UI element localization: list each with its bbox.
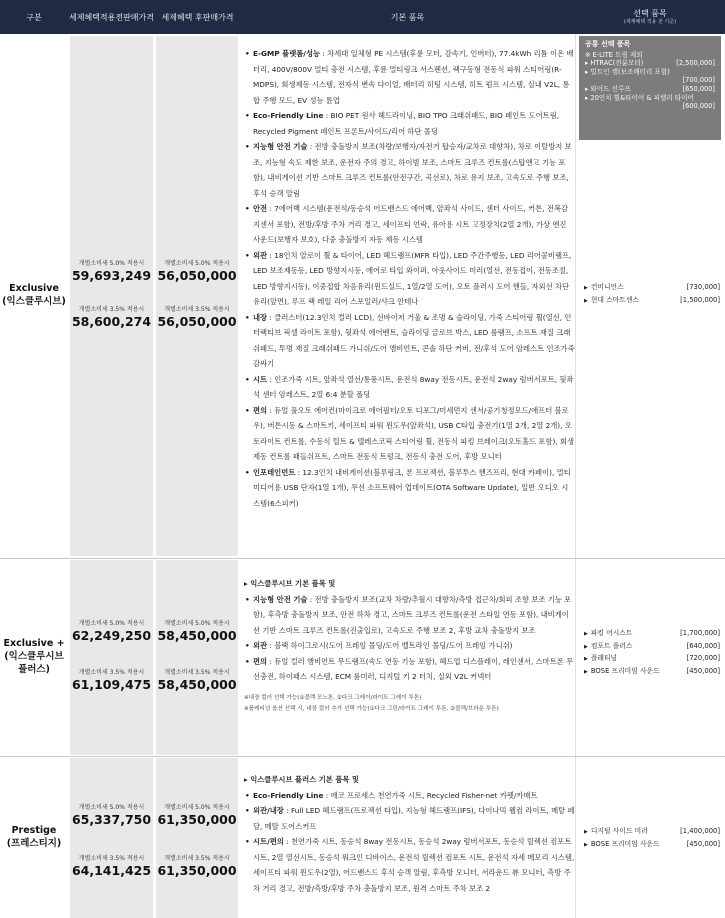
- feature-heading: 내장: [253, 312, 268, 322]
- tax-label: 개별소비세 5.0% 적용시: [78, 804, 145, 811]
- bullet-icon: •: [245, 467, 250, 477]
- header-option-subtitle: (세제혜택 적용 전 기준): [623, 18, 677, 25]
- bullet-icon: •: [245, 204, 250, 213]
- basic-features-exclusive-plus: [240, 576, 575, 715]
- trim-name-line: (프레스티지): [6, 838, 62, 849]
- tax-label: 개별소비세 3.5% 적용시: [78, 855, 145, 862]
- options-exclusive: [584, 282, 720, 307]
- feature-item: [240, 465, 575, 512]
- feature-heading: 지능형 안전 기술: [253, 142, 308, 151]
- header-price-before: 세제혜택적용전판매가격: [68, 12, 154, 22]
- common-option-price: [600,000]: [682, 102, 715, 111]
- bullet-icon: •: [245, 312, 250, 322]
- tax-label: 개별소비세 5.0% 적용시: [78, 260, 145, 267]
- price-after-35: [156, 853, 238, 878]
- feature-heading: 인포테인먼트: [253, 467, 296, 477]
- tax-label: 개별소비세 3.5% 적용시: [78, 306, 145, 313]
- price-value: 59,693,249: [71, 268, 152, 283]
- feature-text: : 전방 충돌방지 보조(교차 차량/추월시 대향차/측방 접근차/회피 조향 보조 기능 포함), 후측방 충돌방지 보조, 안전 하차 경고, 스마트 크루즈 컨트롤(운전 스타일 연동 포함), 내비게이션 기반 스마트 크루즈 컨트롤(진출입로), 고속도로 주행 보조 2, 후방 교차 충돌방지 보조: [253, 594, 572, 635]
- feature-heading: Eco-Friendly Line: [253, 111, 324, 120]
- feature-item: [240, 372, 575, 403]
- price-after-column: [155, 560, 238, 755]
- note-text: ※내장 컬러 선택 가능(①블랙 모노톤, ②다크 그레이/라이트 그레이 투톤): [244, 694, 422, 701]
- feature-text: : 듀얼 컬러 앰비언트 무드램프(속도 연동 기능 포함), 헤드업 디스플레이, 레인센서, 스마트폰 무선충전, 하이패스 시스템, ECM 룸미러, 디지털 키 2 터치, 실외 V2L 커넥터: [253, 656, 574, 681]
- basic-features-exclusive: [240, 46, 575, 511]
- feature-item: [240, 248, 575, 310]
- common-options-title: 공통 선택 품목: [585, 40, 631, 48]
- feature-text: : 클러스터(12.3인치 컬러 LCD), 선바이저 거울 & 조명 & 슬라이딩, 가죽 스티어링 휠(열선, 인터랙티브 픽셀 라이트 포함), 뒷좌석 에어벤트, 슬라이딩 글로브 박스, LED 룸램프, 소프트 재질 크래쉬패드, 투명 재질 크래쉬패드 가니쉬/도어 앰비언트, 콘솔 하단 커버, 전/후석 도어 암레스트 인조가죽 감싸기: [253, 312, 575, 368]
- feature-heading: 외관: [253, 250, 268, 260]
- feature-heading: 외관/내장: [253, 806, 284, 815]
- feature-item: [240, 788, 575, 804]
- header-option: [575, 0, 725, 34]
- row-separator: [0, 756, 725, 757]
- trim-name-line: (익스클루시브): [2, 296, 66, 307]
- bullet-icon: •: [245, 142, 250, 151]
- feature-heading: E-GMP 플랫폼/성능: [253, 49, 321, 58]
- price-before-5: [70, 258, 153, 283]
- price-value: 61,350,000: [157, 863, 237, 878]
- feature-item: [240, 592, 575, 639]
- feature-text: : 12.3인치 내비게이션(블루링크, 폰 프로젝션, 블루투스 핸즈프리, 현대 카페이), 멀티미디어용 USB 단자(1열 1개), 무선 소프트웨어 업데이트(OTA Software Update), 일반 오디오 시스템(6스피커): [253, 467, 571, 508]
- basic-features-prestige: [240, 772, 575, 896]
- feature-item: [240, 46, 575, 108]
- option-item: ▶ 디지털 사이드 미러 [1,400,000]: [584, 827, 720, 835]
- common-option-item: ▸ HTRAC(전륜모터) [2,500,000]: [585, 59, 715, 68]
- trim-name-line: (익스클루시브: [4, 651, 64, 663]
- tax-label: 개별소비세 3.5% 적용시: [164, 669, 230, 676]
- price-value: 64,141,425: [71, 863, 152, 878]
- feature-item: [240, 108, 575, 139]
- option-item: ▶ 컴포트 플러스 [640,000]: [584, 641, 720, 650]
- feature-text: : 듀얼 풀오토 에어컨(마이크로 에어필터/오토 디포그/미세먼지 센서/공기청정모드/애프터 블로우), 버튼시동 & 스마트키, 세이프티 파워 윈도우(앞좌석), USB C타입 충전기(1열 2개, 2열 2개), 오토라이트 컨트롤, 수동식 틸트 & 텔레스코픽 스티어링 휠, 전동식 파킹 브레이크(오토홀드 포함), 회생제동 컨트롤 패들쉬프트, 스마트 전동식 트렁크, 전동식 충전 도어, 후방 모니터: [253, 405, 575, 461]
- trim-name: [0, 758, 68, 918]
- feature-text: : 천연가죽 시트, 동승석 8way 전동시트, 동승석 2way 럼버서포트, 동승석 릴렉션 컴포트 시트, 2열 열선시트, 동승석 워크인 디바이스, 운전석 릴렉션 컴포트 시트, 운전석 자세 메모리 시스템, 세이프티 파워 윈도우(2열), 어드밴스드 후석 승객 알림, 후측방 모니터, 서라운드 뷰 모니터, 측방 주차 거리 경고, 전방/측방/후방 주차 충돌방지 보조, 원격 스마트 주차 보조 2: [253, 837, 575, 893]
- feature-text: : Full LED 헤드램프(프로젝션 타입), 지능형 헤드램프(IFS), 다이나믹 웰컴 라이트, 메탈 페달, 메탈 도어스커프: [253, 806, 575, 831]
- price-value: 58,450,000: [157, 628, 237, 643]
- price-after-5: [156, 258, 238, 283]
- bullet-icon: •: [245, 656, 250, 666]
- bullet-icon: •: [245, 111, 250, 120]
- bullet-icon: •: [245, 594, 250, 604]
- price-after-5: [156, 802, 238, 827]
- feature-item: [240, 139, 575, 201]
- base-items-line: ▸ 익스클루시브 플러스 기본 품목 및: [244, 775, 360, 784]
- trim-name: [0, 560, 68, 755]
- feature-text: : 인조가죽 시트, 앞좌석 열선/통풍시트, 운전석 8way 전동시트, 운전석 2way 럼버서포트, 뒷좌석 센터 암레스트, 2열 6:4 분할 폴딩: [253, 374, 574, 399]
- price-value: 58,600,274: [71, 314, 152, 329]
- note-text: ※플레티넘 옵션 선택 시, 내장 컬러 추가 선택 가능(①다크 그린/라이트 그레이 투톤, ②블랙/브라운 투톤): [244, 705, 499, 712]
- common-option-item: ▸ 빌트인 캠(보조배터리 포함): [585, 67, 670, 76]
- tax-label: 개별소비세 5.0% 적용시: [164, 804, 230, 811]
- price-value: 56,050,000: [157, 268, 237, 283]
- price-before-35: [70, 304, 153, 329]
- bullet-icon: •: [245, 250, 250, 260]
- tax-label: 개별소비세 5.0% 적용시: [164, 260, 230, 267]
- feature-heading: 편의: [253, 405, 268, 415]
- option-item: ▶ 현대 스마트센스 [1,500,000]: [584, 295, 720, 304]
- feature-item: [240, 834, 575, 896]
- common-option-price: [700,000]: [682, 76, 715, 85]
- feature-text: : 차세대 일체형 PE 시스템(후륜 모터, 감속기, 인버터), 77.4kWh 리튬 이온 배터리, 400V/800V 멀티 충전 시스템, 후륜 멀티링크 서스펜션, 랙구동형 전동식 파워 스티어링(R-MDPS), 회생제동 시스템, 전자식 변속 다이얼, 배터리 히팅 시스템, 히트 펌프 시스템, 실내 V2L, 통합 주행 모드, EV 성능 튠업: [253, 49, 574, 105]
- feature-item: [240, 638, 575, 654]
- header-basic: 기본 품목: [390, 12, 425, 22]
- bullet-icon: •: [245, 405, 250, 415]
- feature-text: : 전방 충돌방지 보조(차량/보행자/자전거 탑승자/교차로 대향차), 차로 이탈방지 보조, 지능형 속도 제한 보조, 운전자 주의 경고, 하이빔 보조, 스마트 크루즈 컨트롤(스탑앤고 기능 포함), 내비게이션 기반 스마트 크루즈 컨트롤(안전구간, 곡선로), 차로 유지 보조, 고속도로 주행 보조, 후석 승객 알림: [253, 142, 572, 198]
- feature-text: : 에코 프로세스 천연가죽 시트, Recycled Fisher-net 카펫/카매트: [323, 790, 538, 800]
- option-item: ▶ 컨비니언스 [730,000]: [584, 283, 720, 291]
- trim-name-line: Exclusive: [9, 283, 59, 295]
- common-option-item: ▸ 20인치 휠&타이어 & 피렐리 타이어: [585, 93, 694, 102]
- bullet-icon: •: [245, 641, 250, 650]
- feature-item: [240, 403, 575, 465]
- common-options-box: [579, 36, 721, 140]
- price-after-35: [156, 304, 238, 329]
- bullet-icon: •: [245, 837, 250, 846]
- option-item: ▶ 파킹 어시스트 [1,700,000]: [584, 629, 720, 637]
- feature-item: [240, 310, 575, 372]
- option-item: ▶ BOSE 프리미엄 사운드 [450,000]: [584, 839, 720, 848]
- tax-label: 개별소비세 5.0% 적용시: [164, 620, 230, 627]
- tax-label: 개별소비세 3.5% 적용시: [164, 306, 230, 313]
- base-items-line: ▸ 익스클루시브 기본 품목 및: [244, 579, 336, 588]
- common-option-item: ▸ 와이드 선루프 [650,000]: [585, 84, 715, 93]
- trim-name-line: 플러스): [18, 663, 50, 675]
- feature-text: : 7에어백 시스템(운전석/동승석 어드밴스드 에어백, 앞좌석 사이드, 센터 사이드, 커튼, 전복감지센서 포함), 전방/후방 주차 거리 경고, 세이프티 언락, 유아용 시트 고정장치(2열 2개), 가상 엔진 사운드(보행자 보호), 다중 충돌방지 자동 제동 시스템: [253, 204, 569, 244]
- option-item: ▶ 플래티넘 [720,000]: [584, 654, 720, 662]
- tax-label: 개별소비세 3.5% 적용시: [164, 855, 230, 862]
- price-before-35: [70, 667, 153, 692]
- common-options-note: ※ E-LITE 트림 제외: [585, 50, 643, 59]
- feature-text: : 18인치 알로이 휠 & 타이어, LED 헤드램프(MFR 타입), LED 주간주행등, LED 리어콤비램프, LED 보조제동등, LED 방향지시등, 에어로 타입 와이퍼, 아웃사이드 미러(열선, 전동접이, 전동조절, LED 방향지시등), 이중접합 차음유리(윈드실드, 1열/2열 도어), 오토 플러시 도어 핸들, 자외선 차단 유리(앞면), 루프 랙 레일 리어 스포일러/샤크 안테나: [253, 250, 572, 306]
- tax-label: 개별소비세 5.0% 적용시: [78, 620, 145, 627]
- feature-heading: 외관: [253, 641, 268, 650]
- options-prestige: [584, 826, 720, 851]
- price-after-5: [156, 618, 238, 643]
- feature-item: [240, 803, 575, 834]
- feature-heading: 시트: [253, 374, 268, 384]
- price-value: 61,109,475: [71, 677, 152, 692]
- price-value: 56,050,000: [157, 314, 237, 329]
- tax-label: 개별소비세 3.5% 적용시: [78, 669, 145, 676]
- trim-name: [0, 34, 68, 558]
- price-before-column: [70, 758, 153, 918]
- price-before-5: [70, 802, 153, 827]
- price-value: 65,337,750: [71, 812, 152, 827]
- price-value: 62,249,250: [71, 628, 152, 643]
- feature-text: : BIO PET 원사 헤드라이닝, BIO TPO 크래쉬패드, BIO 페인트 도어트림, Recycled Pigment 페인트 프론트/사이드/리어 하단 몰딩: [253, 111, 560, 136]
- row-separator: [0, 558, 725, 559]
- bullet-icon: •: [245, 49, 250, 58]
- price-before-column: [70, 36, 153, 556]
- feature-heading: 편의: [253, 656, 268, 666]
- table-header: [0, 0, 725, 34]
- divider: [575, 34, 576, 918]
- bullet-icon: •: [245, 806, 250, 815]
- header-price-after: 세제혜택 후판매가격: [161, 12, 234, 22]
- trim-name-line: Exclusive +: [3, 638, 65, 650]
- feature-heading: Eco-Friendly Line: [253, 790, 324, 800]
- feature-heading: 지능형 안전 기술: [253, 594, 308, 604]
- feature-item: [240, 201, 575, 248]
- price-before-35: [70, 853, 153, 878]
- price-value: 61,350,000: [157, 812, 237, 827]
- header-grade: 구분: [26, 12, 42, 22]
- feature-heading: 안전: [253, 204, 268, 213]
- price-value: 58,450,000: [157, 677, 237, 692]
- feature-text: : 블랙 하이그로시(도어 프레임 몰딩/도어 벨트라인 몰딩/도어 프레임 가니쉬): [267, 641, 513, 650]
- price-before-5: [70, 618, 153, 643]
- trim-name-line: Prestige: [11, 825, 57, 837]
- feature-heading: 시트/편의: [253, 837, 284, 846]
- price-after-35: [156, 667, 238, 692]
- options-exclusive-plus: [584, 628, 720, 678]
- option-item: ▶ BOSE 프리미엄 사운드 [450,000]: [584, 666, 720, 675]
- header-option-title: 선택 품목: [633, 9, 667, 19]
- price-after-column: [155, 758, 238, 918]
- price-before-column: [70, 560, 153, 755]
- bullet-icon: •: [245, 374, 250, 384]
- bullet-icon: •: [245, 790, 250, 800]
- feature-item: [240, 654, 575, 685]
- price-after-column: [155, 36, 238, 556]
